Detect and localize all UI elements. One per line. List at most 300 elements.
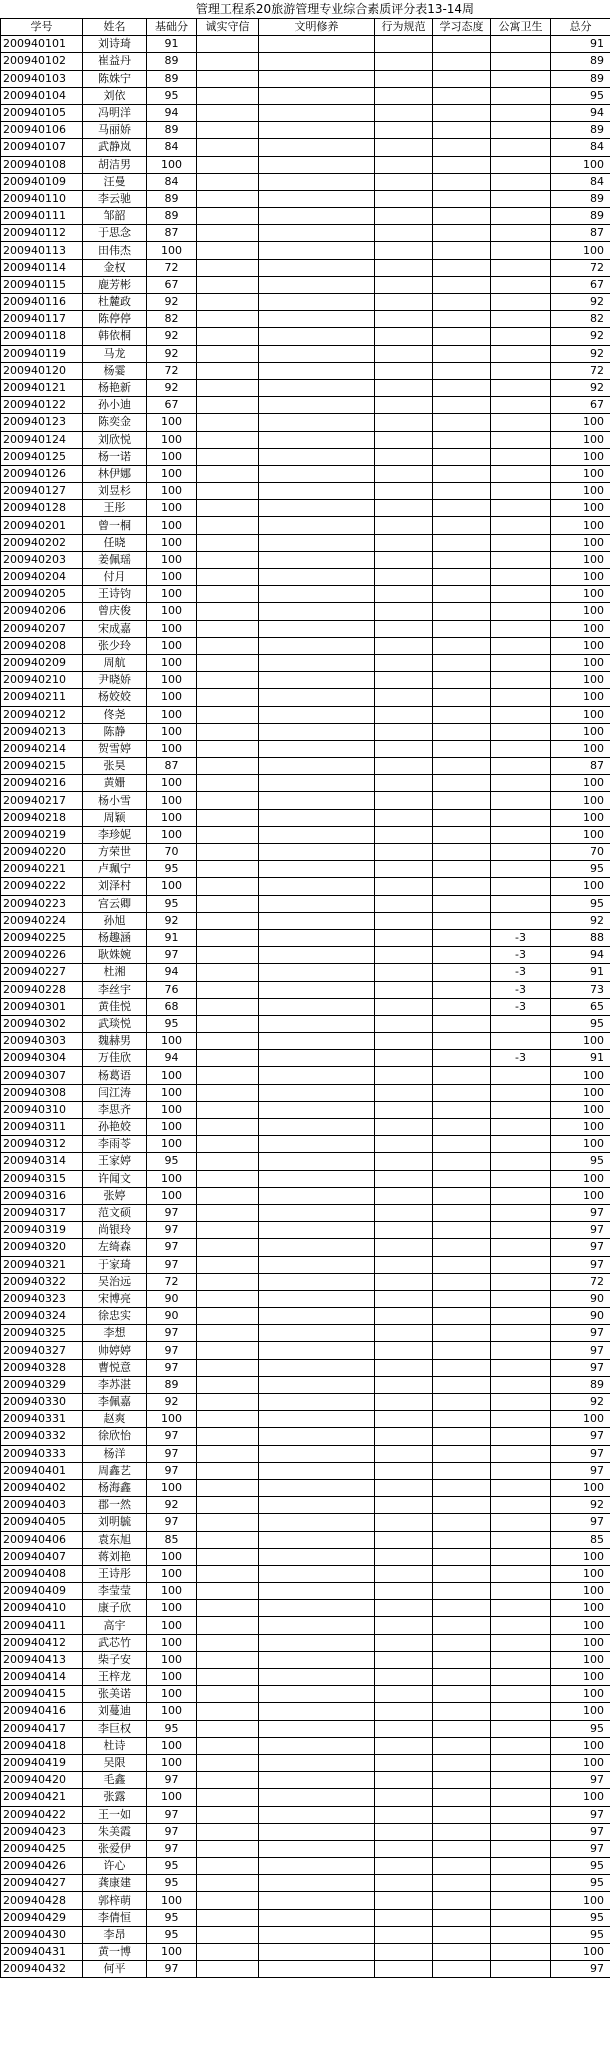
cell-honesty	[197, 1737, 259, 1754]
cell-total: 89	[551, 70, 610, 87]
cell-civility	[259, 775, 375, 792]
cell-dorm-hygiene	[491, 259, 551, 276]
cell-base-score: 97	[147, 1806, 197, 1823]
cell-study-attitude	[433, 517, 491, 534]
cell-base-score: 100	[147, 1479, 197, 1496]
cell-total: 72	[551, 1273, 610, 1290]
cell-study-attitude	[433, 139, 491, 156]
cell-study-attitude	[433, 1565, 491, 1582]
cell-honesty	[197, 1290, 259, 1307]
table-row	[1, 483, 610, 500]
cell-total: 91	[551, 36, 610, 53]
cell-dorm-hygiene	[491, 706, 551, 723]
cell-civility	[259, 1084, 375, 1101]
cell-dorm-hygiene	[491, 1823, 551, 1840]
cell-student-id: 200940426	[1, 1858, 83, 1875]
score-table	[0, 18, 610, 1978]
cell-base-score: 95	[147, 1909, 197, 1926]
table-row	[1, 1823, 610, 1840]
cell-civility	[259, 1754, 375, 1771]
cell-study-attitude	[433, 1703, 491, 1720]
cell-base-score: 87	[147, 225, 197, 242]
cell-civility	[259, 1445, 375, 1462]
cell-total: 97	[551, 1325, 610, 1342]
cell-conduct	[375, 1514, 433, 1531]
cell-honesty	[197, 964, 259, 981]
cell-civility	[259, 465, 375, 482]
cell-study-attitude	[433, 328, 491, 345]
cell-conduct	[375, 242, 433, 259]
cell-study-attitude	[433, 551, 491, 568]
cell-dorm-hygiene	[491, 878, 551, 895]
cell-study-attitude	[433, 1273, 491, 1290]
cell-name: 李雨苓	[83, 1136, 147, 1153]
cell-study-attitude	[433, 345, 491, 362]
cell-name: 金权	[83, 259, 147, 276]
cell-total: 100	[551, 1170, 610, 1187]
cell-student-id: 200940101	[1, 36, 83, 53]
cell-honesty	[197, 276, 259, 293]
cell-honesty	[197, 929, 259, 946]
cell-dorm-hygiene	[491, 672, 551, 689]
cell-name: 任晓	[83, 534, 147, 551]
cell-name: 马龙	[83, 345, 147, 362]
cell-total: 100	[551, 431, 610, 448]
cell-base-score: 100	[147, 826, 197, 843]
cell-conduct	[375, 122, 433, 139]
cell-student-id: 200940410	[1, 1600, 83, 1617]
cell-conduct	[375, 1548, 433, 1565]
cell-civility	[259, 517, 375, 534]
cell-name: 张昊	[83, 758, 147, 775]
cell-honesty	[197, 242, 259, 259]
cell-total: 73	[551, 981, 610, 998]
cell-name: 刘欣悦	[83, 431, 147, 448]
cell-honesty	[197, 1050, 259, 1067]
cell-civility	[259, 328, 375, 345]
cell-base-score: 97	[147, 1840, 197, 1857]
cell-base-score: 92	[147, 294, 197, 311]
table-row	[1, 1308, 610, 1325]
table-row	[1, 379, 610, 396]
cell-total: 92	[551, 294, 610, 311]
cell-dorm-hygiene	[491, 637, 551, 654]
cell-civility	[259, 311, 375, 328]
cell-conduct	[375, 1033, 433, 1050]
cell-conduct	[375, 929, 433, 946]
table-row	[1, 1961, 610, 1978]
cell-name: 左绮森	[83, 1239, 147, 1256]
cell-conduct	[375, 1187, 433, 1204]
cell-dorm-hygiene: -3	[491, 947, 551, 964]
cell-conduct	[375, 225, 433, 242]
cell-civility	[259, 586, 375, 603]
cell-conduct	[375, 792, 433, 809]
cell-total: 100	[551, 1789, 610, 1806]
cell-total: 97	[551, 1204, 610, 1221]
cell-student-id: 200940215	[1, 758, 83, 775]
cell-conduct	[375, 36, 433, 53]
cell-conduct	[375, 861, 433, 878]
cell-civility	[259, 1772, 375, 1789]
cell-honesty	[197, 104, 259, 121]
cell-dorm-hygiene	[491, 225, 551, 242]
cell-dorm-hygiene	[491, 1308, 551, 1325]
cell-study-attitude	[433, 122, 491, 139]
cell-name: 王家婷	[83, 1153, 147, 1170]
cell-base-score: 97	[147, 1823, 197, 1840]
cell-study-attitude	[433, 689, 491, 706]
cell-name: 李云驰	[83, 190, 147, 207]
cell-student-id: 200940418	[1, 1737, 83, 1754]
cell-name: 李苏湛	[83, 1376, 147, 1393]
cell-study-attitude	[433, 706, 491, 723]
cell-name: 孙艳姣	[83, 1119, 147, 1136]
table-row	[1, 53, 610, 70]
cell-student-id: 200940211	[1, 689, 83, 706]
table-row	[1, 586, 610, 603]
cell-study-attitude	[433, 826, 491, 843]
cell-dorm-hygiene	[491, 1720, 551, 1737]
table-row	[1, 912, 610, 929]
cell-study-attitude	[433, 1015, 491, 1032]
cell-name: 王诗彤	[83, 1565, 147, 1582]
cell-dorm-hygiene	[491, 1411, 551, 1428]
cell-study-attitude	[433, 1153, 491, 1170]
cell-honesty	[197, 775, 259, 792]
cell-dorm-hygiene	[491, 569, 551, 586]
cell-base-score: 100	[147, 1634, 197, 1651]
cell-base-score: 95	[147, 1153, 197, 1170]
cell-student-id: 200940221	[1, 861, 83, 878]
cell-study-attitude	[433, 603, 491, 620]
cell-civility	[259, 654, 375, 671]
cell-total: 67	[551, 276, 610, 293]
cell-civility	[259, 1548, 375, 1565]
cell-base-score: 100	[147, 1754, 197, 1771]
cell-name: 康子欣	[83, 1600, 147, 1617]
cell-base-score: 100	[147, 156, 197, 173]
cell-student-id: 200940103	[1, 70, 83, 87]
cell-name: 杜诗	[83, 1737, 147, 1754]
cell-honesty	[197, 1754, 259, 1771]
cell-study-attitude	[433, 1101, 491, 1118]
cell-base-score: 100	[147, 586, 197, 603]
cell-base-score: 100	[147, 1136, 197, 1153]
cell-conduct	[375, 689, 433, 706]
cell-conduct	[375, 139, 433, 156]
cell-student-id: 200940331	[1, 1411, 83, 1428]
cell-conduct	[375, 1806, 433, 1823]
cell-study-attitude	[433, 1531, 491, 1548]
cell-civility	[259, 1187, 375, 1204]
cell-student-id: 200940330	[1, 1394, 83, 1411]
table-row	[1, 861, 610, 878]
cell-study-attitude	[433, 276, 491, 293]
cell-dorm-hygiene	[491, 1204, 551, 1221]
cell-honesty	[197, 1411, 259, 1428]
cell-dorm-hygiene	[491, 1153, 551, 1170]
cell-civility	[259, 947, 375, 964]
cell-honesty	[197, 1273, 259, 1290]
cell-conduct	[375, 1325, 433, 1342]
header-row	[1, 19, 610, 36]
cell-dorm-hygiene	[491, 1170, 551, 1187]
table-row	[1, 1754, 610, 1771]
cell-base-score: 100	[147, 1411, 197, 1428]
cell-honesty	[197, 225, 259, 242]
cell-total: 100	[551, 414, 610, 431]
cell-honesty	[197, 620, 259, 637]
cell-student-id: 200940219	[1, 826, 83, 843]
cell-dorm-hygiene	[491, 1617, 551, 1634]
cell-conduct	[375, 259, 433, 276]
cell-name: 张美诺	[83, 1686, 147, 1703]
cell-study-attitude	[433, 208, 491, 225]
cell-student-id: 200940104	[1, 87, 83, 104]
cell-honesty	[197, 672, 259, 689]
cell-student-id: 200940228	[1, 981, 83, 998]
cell-base-score: 95	[147, 1858, 197, 1875]
cell-base-score: 100	[147, 242, 197, 259]
cell-honesty	[197, 87, 259, 104]
cell-total: 92	[551, 912, 610, 929]
cell-civility	[259, 620, 375, 637]
cell-name: 武琰悦	[83, 1015, 147, 1032]
cell-honesty	[197, 1479, 259, 1496]
cell-civility	[259, 1737, 375, 1754]
cell-total: 100	[551, 1411, 610, 1428]
cell-total: 72	[551, 362, 610, 379]
table-row	[1, 173, 610, 190]
header-cell-total: 总分	[551, 19, 610, 36]
table-row	[1, 1033, 610, 1050]
table-row	[1, 1875, 610, 1892]
cell-honesty	[197, 1153, 259, 1170]
cell-base-score: 100	[147, 740, 197, 757]
cell-conduct	[375, 104, 433, 121]
cell-dorm-hygiene	[491, 1806, 551, 1823]
cell-base-score: 97	[147, 1222, 197, 1239]
cell-civility	[259, 1806, 375, 1823]
cell-base-score: 100	[147, 1187, 197, 1204]
cell-name: 陈静	[83, 723, 147, 740]
cell-study-attitude	[433, 981, 491, 998]
cell-student-id: 200940210	[1, 672, 83, 689]
table-row	[1, 998, 610, 1015]
cell-civility	[259, 1514, 375, 1531]
cell-total: 100	[551, 775, 610, 792]
cell-student-id: 200940118	[1, 328, 83, 345]
table-row	[1, 706, 610, 723]
cell-civility	[259, 1119, 375, 1136]
cell-conduct	[375, 1651, 433, 1668]
cell-dorm-hygiene	[491, 483, 551, 500]
cell-total: 100	[551, 826, 610, 843]
cell-dorm-hygiene	[491, 1772, 551, 1789]
cell-student-id: 200940218	[1, 809, 83, 826]
cell-dorm-hygiene	[491, 1892, 551, 1909]
cell-civility	[259, 1308, 375, 1325]
cell-dorm-hygiene	[491, 1858, 551, 1875]
cell-total: 100	[551, 1136, 610, 1153]
cell-honesty	[197, 414, 259, 431]
cell-dorm-hygiene	[491, 500, 551, 517]
cell-name: 徐忠实	[83, 1308, 147, 1325]
cell-study-attitude	[433, 1325, 491, 1342]
table-row	[1, 981, 610, 998]
cell-civility	[259, 689, 375, 706]
cell-conduct	[375, 1823, 433, 1840]
table-row	[1, 534, 610, 551]
cell-total: 95	[551, 1720, 610, 1737]
cell-total: 88	[551, 929, 610, 946]
cell-dorm-hygiene	[491, 912, 551, 929]
table-row	[1, 1290, 610, 1307]
table-row	[1, 87, 610, 104]
cell-study-attitude	[433, 1136, 491, 1153]
cell-total: 100	[551, 1187, 610, 1204]
cell-conduct	[375, 208, 433, 225]
sheet-title: 管理工程系20旅游管理专业综合素质评分表13-14周	[195, 2, 475, 16]
table-row	[1, 1101, 610, 1118]
cell-civility	[259, 1892, 375, 1909]
cell-dorm-hygiene: -3	[491, 1050, 551, 1067]
table-row	[1, 1514, 610, 1531]
cell-civility	[259, 878, 375, 895]
cell-conduct	[375, 723, 433, 740]
cell-student-id: 200940126	[1, 465, 83, 482]
cell-name: 杨葛语	[83, 1067, 147, 1084]
cell-student-id: 200940128	[1, 500, 83, 517]
cell-conduct	[375, 1445, 433, 1462]
cell-base-score: 100	[147, 1737, 197, 1754]
cell-civility	[259, 448, 375, 465]
cell-total: 100	[551, 654, 610, 671]
cell-student-id: 200940316	[1, 1187, 83, 1204]
cell-total: 97	[551, 1462, 610, 1479]
cell-dorm-hygiene	[491, 1239, 551, 1256]
cell-total: 100	[551, 1737, 610, 1754]
cell-honesty	[197, 758, 259, 775]
cell-name: 刘泽村	[83, 878, 147, 895]
cell-student-id: 200940213	[1, 723, 83, 740]
cell-civility	[259, 809, 375, 826]
cell-conduct	[375, 397, 433, 414]
cell-honesty	[197, 1772, 259, 1789]
table-row	[1, 947, 610, 964]
cell-student-id: 200940209	[1, 654, 83, 671]
cell-student-id: 200940302	[1, 1015, 83, 1032]
table-row	[1, 1187, 610, 1204]
table-row	[1, 1015, 610, 1032]
cell-honesty	[197, 1806, 259, 1823]
cell-base-score: 100	[147, 1789, 197, 1806]
cell-study-attitude	[433, 1840, 491, 1857]
cell-study-attitude	[433, 1033, 491, 1050]
cell-name: 魏赫男	[83, 1033, 147, 1050]
cell-student-id: 200940115	[1, 276, 83, 293]
cell-total: 97	[551, 1772, 610, 1789]
table-row	[1, 1944, 610, 1961]
cell-study-attitude	[433, 500, 491, 517]
cell-base-score: 92	[147, 1394, 197, 1411]
cell-student-id: 200940202	[1, 534, 83, 551]
cell-civility	[259, 379, 375, 396]
table-row	[1, 70, 610, 87]
cell-conduct	[375, 414, 433, 431]
cell-honesty	[197, 500, 259, 517]
cell-conduct	[375, 1497, 433, 1514]
cell-honesty	[197, 826, 259, 843]
cell-dorm-hygiene	[491, 792, 551, 809]
cell-dorm-hygiene	[491, 1634, 551, 1651]
cell-total: 100	[551, 483, 610, 500]
cell-civility	[259, 259, 375, 276]
cell-study-attitude	[433, 190, 491, 207]
cell-total: 91	[551, 1050, 610, 1067]
table-row	[1, 311, 610, 328]
table-row	[1, 259, 610, 276]
cell-base-score: 84	[147, 173, 197, 190]
cell-conduct	[375, 947, 433, 964]
cell-base-score: 89	[147, 208, 197, 225]
cell-study-attitude	[433, 1720, 491, 1737]
table-row	[1, 723, 610, 740]
cell-dorm-hygiene	[491, 826, 551, 843]
cell-name: 杜麓政	[83, 294, 147, 311]
cell-dorm-hygiene	[491, 1033, 551, 1050]
cell-honesty	[197, 569, 259, 586]
cell-dorm-hygiene	[491, 1875, 551, 1892]
cell-total: 95	[551, 861, 610, 878]
cell-study-attitude	[433, 483, 491, 500]
cell-total: 95	[551, 87, 610, 104]
cell-base-score: 82	[147, 311, 197, 328]
table-row	[1, 1583, 610, 1600]
cell-dorm-hygiene	[491, 173, 551, 190]
cell-civility	[259, 1789, 375, 1806]
table-row	[1, 397, 610, 414]
cell-honesty	[197, 1686, 259, 1703]
cell-study-attitude	[433, 912, 491, 929]
cell-honesty	[197, 1342, 259, 1359]
cell-conduct	[375, 1875, 433, 1892]
cell-conduct	[375, 912, 433, 929]
cell-study-attitude	[433, 792, 491, 809]
table-row	[1, 1084, 610, 1101]
cell-study-attitude	[433, 1600, 491, 1617]
cell-student-id: 200940315	[1, 1170, 83, 1187]
cell-conduct	[375, 1600, 433, 1617]
cell-base-score: 100	[147, 672, 197, 689]
cell-name: 曹悦意	[83, 1359, 147, 1376]
cell-study-attitude	[433, 1445, 491, 1462]
cell-total: 100	[551, 620, 610, 637]
table-row	[1, 1050, 610, 1067]
cell-conduct	[375, 1411, 433, 1428]
cell-name: 王一如	[83, 1806, 147, 1823]
cell-civility	[259, 104, 375, 121]
cell-student-id: 200940311	[1, 1119, 83, 1136]
cell-dorm-hygiene	[491, 1290, 551, 1307]
cell-base-score: 100	[147, 637, 197, 654]
cell-conduct	[375, 1789, 433, 1806]
cell-dorm-hygiene	[491, 139, 551, 156]
table-row	[1, 929, 610, 946]
cell-study-attitude	[433, 1548, 491, 1565]
cell-conduct	[375, 517, 433, 534]
